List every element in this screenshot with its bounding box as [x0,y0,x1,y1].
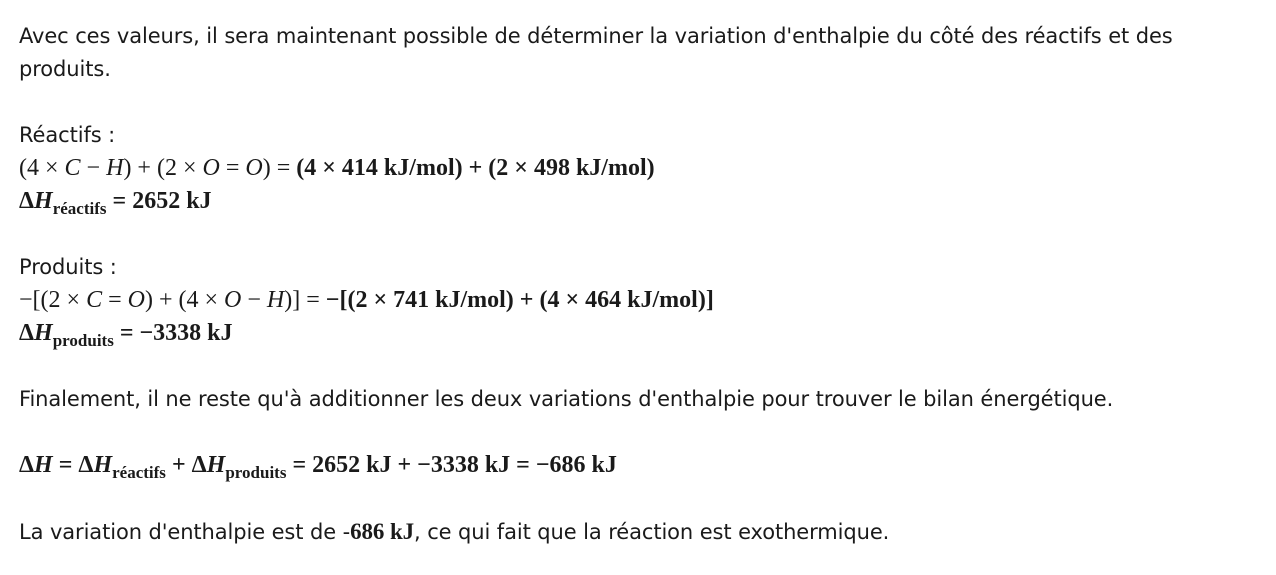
total-equation [19,449,1249,482]
conclusion-paragraph [19,515,1249,549]
math-text: (4 × [19,155,65,181]
spacer [19,350,1249,383]
math-var-o: O [202,155,220,181]
intro-paragraph: Avec ces valeurs, il sera maintenant possible de déterminer la variation d'enthalpie du côté des réactifs et des produits. [19,24,1173,81]
math-subscript: produits [52,331,114,350]
math-text: ) + (2 × [123,155,203,181]
math-var-h: H [93,452,113,478]
spacer [19,482,1249,515]
math-text: = [219,155,246,181]
produits-equation [19,284,1249,317]
conclusion-value: 686 kJ [350,519,415,544]
math-var-o: O [127,287,145,313]
math-rhs: (4 × 414 kJ/mol) + (2 × 498 kJ/mol) [296,155,655,181]
math-var-h: H [34,452,53,478]
math-value: = 2652 kJ [106,188,212,214]
spacer [19,218,1249,251]
math-rhs: = 2652 kJ + −3338 kJ = −686 kJ [286,452,617,478]
produits-delta [19,317,1249,350]
math-var-h: H [34,188,53,214]
reactifs-delta [19,185,1249,218]
math-var-o: O [245,155,263,181]
math-delta: Δ [19,320,35,346]
math-value: = −3338 kJ [113,320,233,346]
final-paragraph: Finalement, il ne reste qu'à additionner les deux variations d'enthalpie pour trouver le bilan énergétique. [19,387,1114,411]
math-text: = Δ [52,452,94,478]
reactifs-heading: Réactifs : [19,123,116,147]
math-var-o: O [224,287,242,313]
produits-heading: Produits : [19,255,117,279]
math-text: )] = [284,287,326,313]
math-rhs: −[(2 × 741 kJ/mol) + (4 × 464 kJ/mol)] [325,287,714,313]
math-var-h: H [34,320,53,346]
spacer [19,416,1249,449]
math-text: − [241,287,267,313]
math-text: − [80,155,107,181]
math-text: + Δ [165,452,207,478]
math-subscript: réactifs [112,463,166,482]
math-subscript: réactifs [52,199,107,218]
math-text: ) + (4 × [144,287,225,313]
reactifs-equation [19,152,1249,185]
math-text: = [102,287,128,313]
conclusion-text: La variation d'enthalpie est de - [19,520,351,544]
document-body [19,20,1249,549]
math-subscript: produits [225,463,287,482]
math-delta: Δ [19,452,35,478]
math-text: ) = [262,155,297,181]
math-delta: Δ [19,188,35,214]
math-var-c: C [86,287,103,313]
math-text: −[(2 × [19,287,87,313]
math-var-h: H [106,155,124,181]
math-var-c: C [64,155,81,181]
math-var-h: H [206,452,226,478]
conclusion-text: , ce qui fait que la réaction est exothermique. [414,520,890,544]
spacer [19,86,1249,119]
math-var-h: H [266,287,285,313]
